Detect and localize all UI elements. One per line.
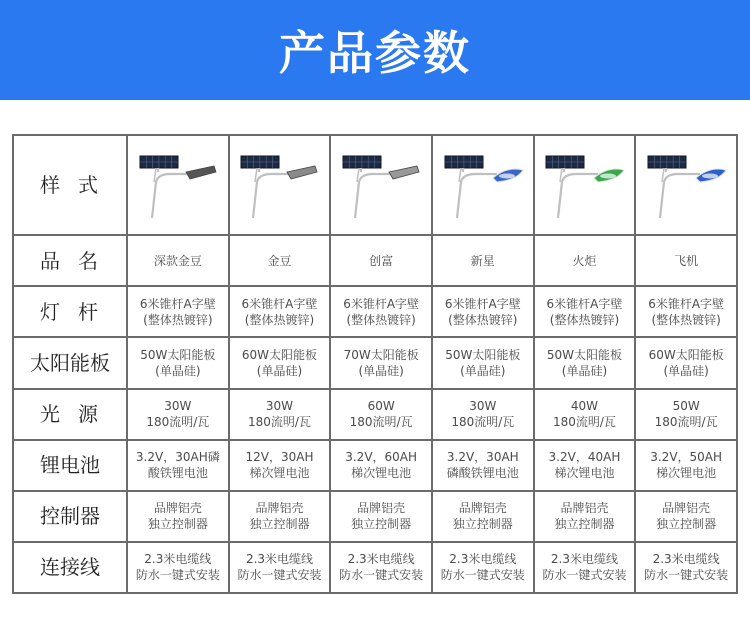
spec-row xyxy=(13,389,737,440)
spec-cell xyxy=(635,440,737,491)
spec-cell-line: (整体热镀锌) xyxy=(549,312,620,327)
spec-cell-line: 3.2V，40AH xyxy=(548,450,621,465)
spec-cell xyxy=(534,389,636,440)
spec-table xyxy=(12,134,738,594)
spec-cell xyxy=(127,286,229,337)
spec-cell-line: 6米锥杆A字壁 xyxy=(546,296,623,311)
spec-cell-line: (单晶硅) xyxy=(155,363,201,378)
spec-cell-line: 磷酸铁锂电池 xyxy=(446,466,519,481)
spec-cell-line: (整体热镀锌) xyxy=(346,312,416,327)
spec-cell-line: 50W太阳能板 xyxy=(140,347,216,362)
spec-cell-line: 50W xyxy=(672,399,700,414)
spec-cell-line: (单晶硅) xyxy=(663,363,709,378)
spec-row xyxy=(13,286,737,337)
spec-cell-line: 3.2V，30AH磷 xyxy=(135,450,220,465)
spec-cell xyxy=(635,542,737,593)
spec-cell xyxy=(127,337,229,388)
spec-cell xyxy=(229,389,331,440)
spec-cell-line: 2.3米电缆线 xyxy=(550,552,618,567)
spec-cell xyxy=(534,235,636,286)
spec-cell xyxy=(432,440,534,491)
spec-cell-line: 3.2V，60AH xyxy=(345,450,418,465)
lamp-huoju-icon xyxy=(535,152,635,218)
spec-cell xyxy=(635,389,737,440)
spec-cell-line: 防水一键式安装 xyxy=(644,568,729,583)
spec-cell-line: 180流明/瓦 xyxy=(654,415,718,430)
spec-cell xyxy=(330,286,432,337)
spec-cell-line: 2.3米电缆线 xyxy=(652,552,720,567)
spec-cell xyxy=(534,542,636,593)
lamp-shenkuan-jindou-icon xyxy=(128,152,228,218)
spec-cell-line: (整体热镀锌) xyxy=(651,312,721,327)
row-label: 锂电池 xyxy=(13,440,127,491)
spec-cell-line: 3.2V，50AH xyxy=(650,450,723,465)
spec-cell xyxy=(229,542,331,593)
spec-cell-line: 品牌铝壳 xyxy=(662,501,711,516)
spec-cell xyxy=(229,491,331,542)
lamp-feiji-icon xyxy=(636,152,736,218)
spec-cell-line: 防水一键式安装 xyxy=(542,568,627,583)
spec-cell xyxy=(330,440,432,491)
spec-row xyxy=(13,440,737,491)
lamp-jindou-icon xyxy=(230,152,330,218)
spec-cell-line: (单晶硅) xyxy=(256,363,303,378)
row-label: 灯杆 xyxy=(13,286,127,337)
spec-cell-line: 6米锥杆A字壁 xyxy=(648,296,725,311)
row-label: 光源 xyxy=(13,389,127,440)
lamp-image-cell xyxy=(635,135,737,235)
spec-cell-line: 独立控制器 xyxy=(249,517,310,532)
spec-cell-line: 6米锥杆A字壁 xyxy=(139,296,216,311)
spec-cell-line: 防水一键式安装 xyxy=(339,568,424,583)
spec-cell-line: 品牌铝壳 xyxy=(458,501,507,516)
spec-cell-line: 6米锥杆A字壁 xyxy=(444,296,521,311)
spec-cell xyxy=(432,389,534,440)
spec-cell xyxy=(534,440,636,491)
lamp-xinxing-icon xyxy=(433,152,533,218)
spec-cell xyxy=(229,286,331,337)
spec-cell xyxy=(534,337,636,388)
lamp-image-cell xyxy=(127,135,229,235)
spec-cell xyxy=(127,235,229,286)
spec-cell-line: 2.3米电缆线 xyxy=(144,552,212,567)
spec-cell-line: 独立控制器 xyxy=(147,517,208,532)
spec-cell xyxy=(330,389,432,440)
spec-cell xyxy=(229,337,331,388)
spec-cell xyxy=(127,491,229,542)
spec-cell-line: (整体热镀锌) xyxy=(244,312,315,327)
lamp-image-cell xyxy=(432,135,534,235)
spec-cell xyxy=(432,491,534,542)
spec-cell-line: 50W太阳能板 xyxy=(546,347,623,362)
spec-cell-line: 60W xyxy=(367,399,395,414)
spec-cell xyxy=(127,389,229,440)
spec-cell-line: 3.2V，30AH xyxy=(446,450,519,465)
spec-cell-line: 品牌铝壳 xyxy=(357,501,406,516)
spec-cell-line: 180流明/瓦 xyxy=(248,415,311,430)
spec-row xyxy=(13,491,737,542)
spec-cell xyxy=(635,235,737,286)
spec-cell xyxy=(534,286,636,337)
spec-cell-line: 2.3米电缆线 xyxy=(245,552,314,567)
spec-cell-line: 独立控制器 xyxy=(656,517,717,532)
row-label: 控制器 xyxy=(13,491,127,542)
spec-cell-line: 深款金豆 xyxy=(153,253,202,268)
spec-cell-line: 品牌铝壳 xyxy=(560,501,609,516)
spec-cell xyxy=(432,286,534,337)
spec-cell-line: 梯次锂电池 xyxy=(656,466,717,481)
spec-cell-line: 12V，30AH xyxy=(245,450,314,465)
spec-cell xyxy=(330,542,432,593)
spec-cell-line: 酸铁锂电池 xyxy=(147,466,208,481)
spec-row xyxy=(13,542,737,593)
spec-cell-line: 60W太阳能板 xyxy=(648,347,724,362)
spec-cell xyxy=(330,337,432,388)
spec-cell xyxy=(229,235,331,286)
spec-cell-line: (整体热镀锌) xyxy=(143,312,213,327)
lamp-chuangfu-icon xyxy=(331,152,431,218)
spec-cell-line: 独立控制器 xyxy=(554,517,615,532)
spec-cell-line: 防水一键式安装 xyxy=(135,568,220,583)
header-banner xyxy=(0,0,750,100)
spec-cell xyxy=(432,542,534,593)
spec-cell-line: 70W太阳能板 xyxy=(343,347,419,362)
spec-cell-line: 30W xyxy=(265,399,294,414)
spec-cell xyxy=(635,286,737,337)
spec-cell-line: 品牌铝壳 xyxy=(255,501,304,516)
spec-cell-line: 180流明/瓦 xyxy=(146,415,210,430)
spec-cell-line: (整体热镀锌) xyxy=(448,312,518,327)
spec-cell-line: 2.3米电缆线 xyxy=(449,552,517,567)
spec-cell-line: 180流明/瓦 xyxy=(451,415,515,430)
spec-cell-line: 防水一键式安装 xyxy=(237,568,322,583)
spec-cell xyxy=(330,491,432,542)
spec-row xyxy=(13,235,737,286)
lamp-image-cell xyxy=(229,135,331,235)
spec-cell-line: 新星 xyxy=(470,253,495,268)
spec-cell-line: 梯次锂电池 xyxy=(249,466,310,481)
spec-cell-line: 火炬 xyxy=(572,253,597,268)
spec-cell xyxy=(432,337,534,388)
spec-cell-line: 梯次锂电池 xyxy=(351,466,412,481)
page-title: 产品参数 xyxy=(279,26,471,80)
spec-cell-line: 50W太阳能板 xyxy=(445,347,521,362)
spec-cell-line: 180流明/瓦 xyxy=(552,415,616,430)
spec-cell-line: 梯次锂电池 xyxy=(554,466,615,481)
lamp-image-cell xyxy=(330,135,432,235)
lamp-image-cell xyxy=(534,135,636,235)
spec-cell xyxy=(127,440,229,491)
spec-cell-line: 30W xyxy=(469,399,497,414)
spec-cell-line: 6米锥杆A字壁 xyxy=(343,296,420,311)
spec-cell xyxy=(635,491,737,542)
spec-cell-line: 创富 xyxy=(369,253,394,268)
spec-cell-line: 独立控制器 xyxy=(452,517,513,532)
spec-row xyxy=(13,337,737,388)
spec-cell-line: 品牌铝壳 xyxy=(153,501,202,516)
spec-cell-line: 40W xyxy=(570,399,599,414)
spec-cell-line: 飞机 xyxy=(674,253,699,268)
spec-cell-line: 防水一键式安装 xyxy=(440,568,525,583)
spec-cell-line: (单晶硅) xyxy=(358,363,404,378)
spec-cell-line: 30W xyxy=(164,399,192,414)
spec-cell-line: 6米锥杆A字壁 xyxy=(241,296,318,311)
spec-cell-line: 金豆 xyxy=(267,253,292,268)
spec-cell-line: 180流明/瓦 xyxy=(349,415,413,430)
spec-cell-line: 独立控制器 xyxy=(351,517,412,532)
spec-cell xyxy=(229,440,331,491)
spec-cell xyxy=(534,491,636,542)
image-row xyxy=(13,135,737,235)
spec-cell-line: (单晶硅) xyxy=(460,363,506,378)
spec-cell-line: 2.3米电缆线 xyxy=(347,552,415,567)
row-label: 太阳能板 xyxy=(13,337,127,388)
spec-cell xyxy=(432,235,534,286)
spec-cell xyxy=(635,337,737,388)
row-label: 连接线 xyxy=(13,542,127,593)
spec-cell-line: (单晶硅) xyxy=(561,363,608,378)
spec-cell xyxy=(330,235,432,286)
spec-cell xyxy=(127,542,229,593)
row-label: 品名 xyxy=(13,235,127,286)
spec-cell-line: 60W太阳能板 xyxy=(241,347,318,362)
row-label: 样式 xyxy=(13,135,127,235)
